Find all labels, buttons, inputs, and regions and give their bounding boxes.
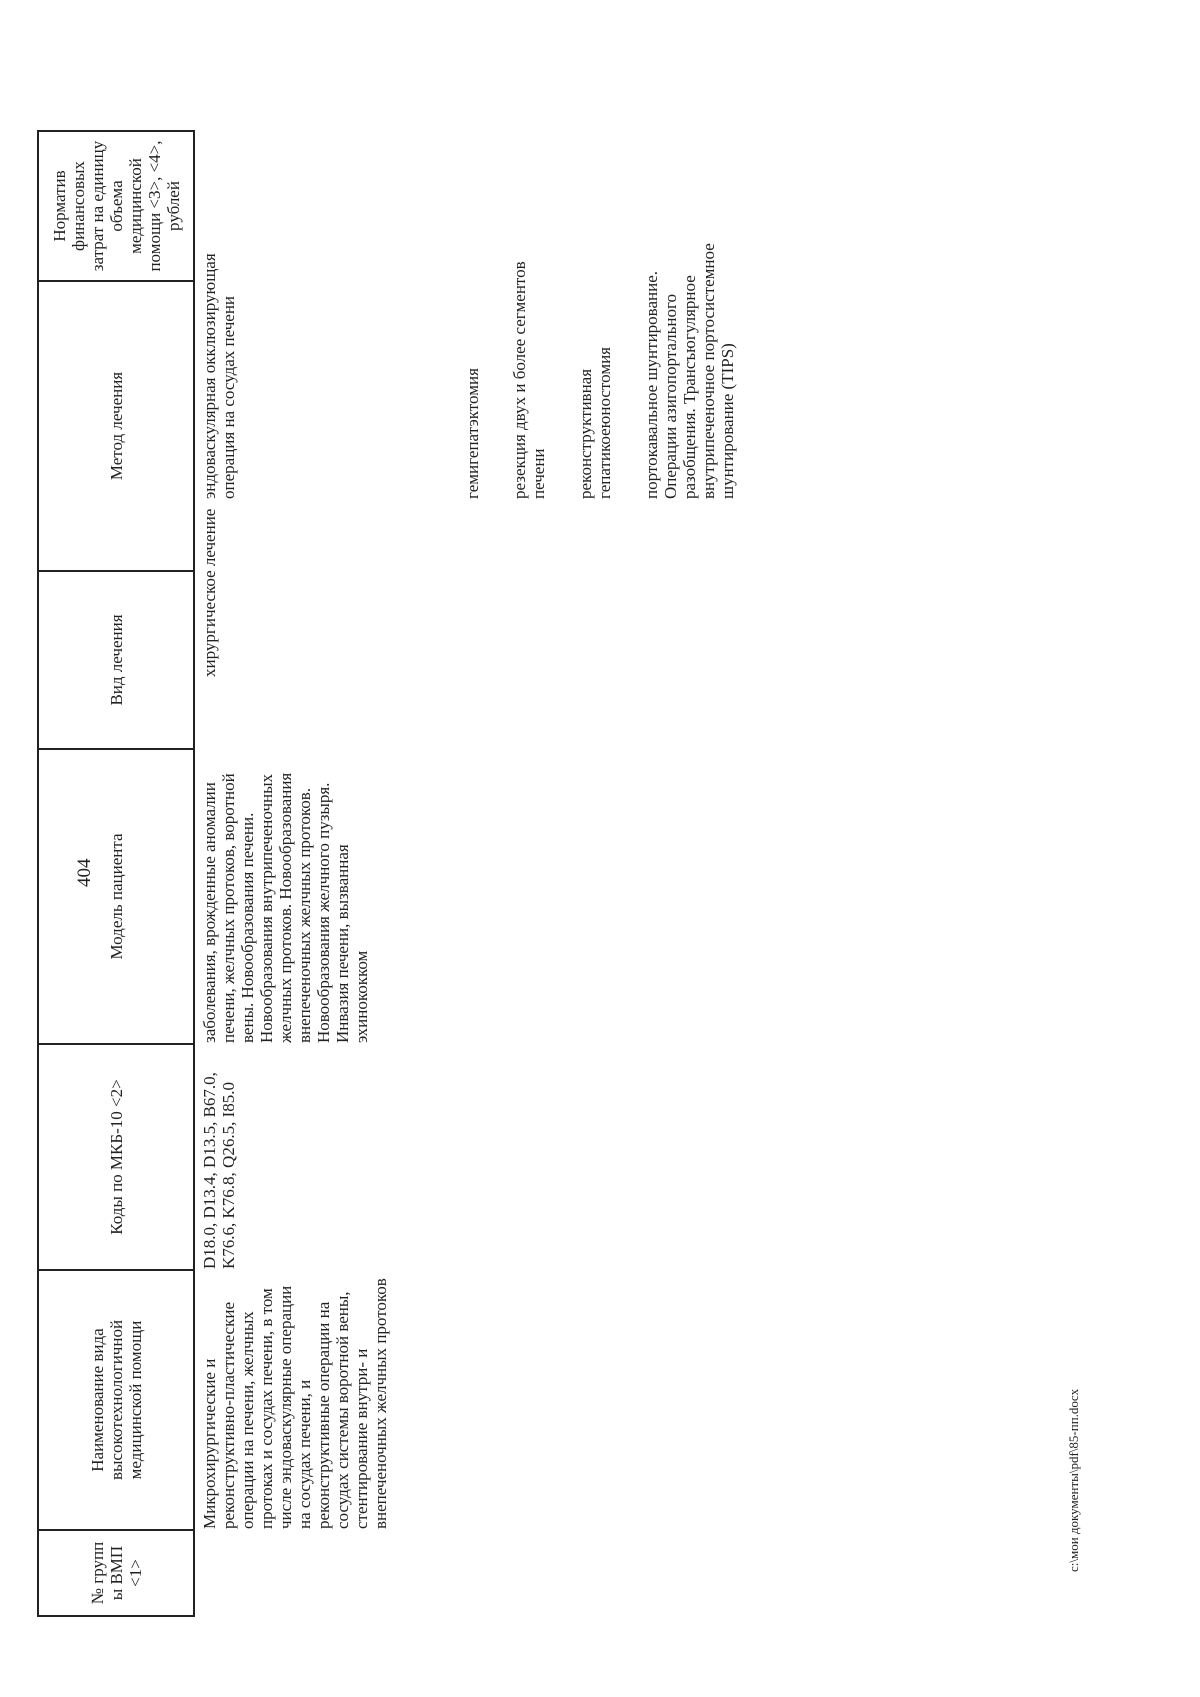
row-type: хирургическое лечение [200,508,219,677]
page-number: 404 [74,858,95,887]
method-item: портокавальное шунтирование. Операции азигопортального разобщения. Трансъюгулярное внутрипеченочное портосистемное шунтирование (TIPS) [642,243,737,499]
column-header-method: Метод лечения [38,281,194,571]
column-header-name: Наименование вида высокотехнологичной медицинской помощи [38,1270,194,1530]
table-row-name-cell [200,1275,390,1529]
table-header [37,130,195,1617]
column-header-codes: Коды по МКБ-10 <2> [38,1044,194,1270]
table-row-model-cell [200,753,371,1043]
column-header-norm: Норматив финансовых затрат на единицу объема медицинской помощи <3>, <4>, рублей [38,131,194,281]
table-row-method-cell [200,213,737,499]
method-item: реконструктивная гепатикоеюностомия [576,347,614,499]
method-item: эндоваскулярная окклюзирующая операция на сосудах печени [200,253,238,499]
method-item: гемигепатэктомия [463,368,482,499]
method-item: резекция двух и более сегментов печени [510,261,548,499]
row-model: заболевания, врожденные аномалии печени, желчных протоков, воротной вены. Новообразования печени. Новообразования внутрипеченочных желчных протоков. Новообразования внепеченочных желчных протоков. Новообразования желчного пузыря. Инвазия печени, вызванная эхинококком [200,772,371,1043]
table-row-type-cell [200,505,219,677]
column-header-type: Вид лечения [38,571,194,749]
file-path-footer: c:\мои документы\pdf\85-пп.docx [1066,1388,1081,1572]
column-header-group: № групп ы ВМП <1> [38,1530,194,1616]
row-codes: D18.0, D13.4, D13.5, B67.0, K76.6, K76.8, Q26.5, I85.0 [200,1072,238,1269]
column-header-model: Модель пациента [38,749,194,1044]
row-name: Микрохирургические и реконструктивно-пластические операции на печени, желчных протоках и сосудах печени, в том числе эндоваскулярные операции на сосудах печени, и реконструктивные операции на сосудах системы воротной вены, стентирование внутри- и внепеченочных желчных протоков [200,1278,390,1529]
table-row-codes-cell [200,1049,238,1269]
